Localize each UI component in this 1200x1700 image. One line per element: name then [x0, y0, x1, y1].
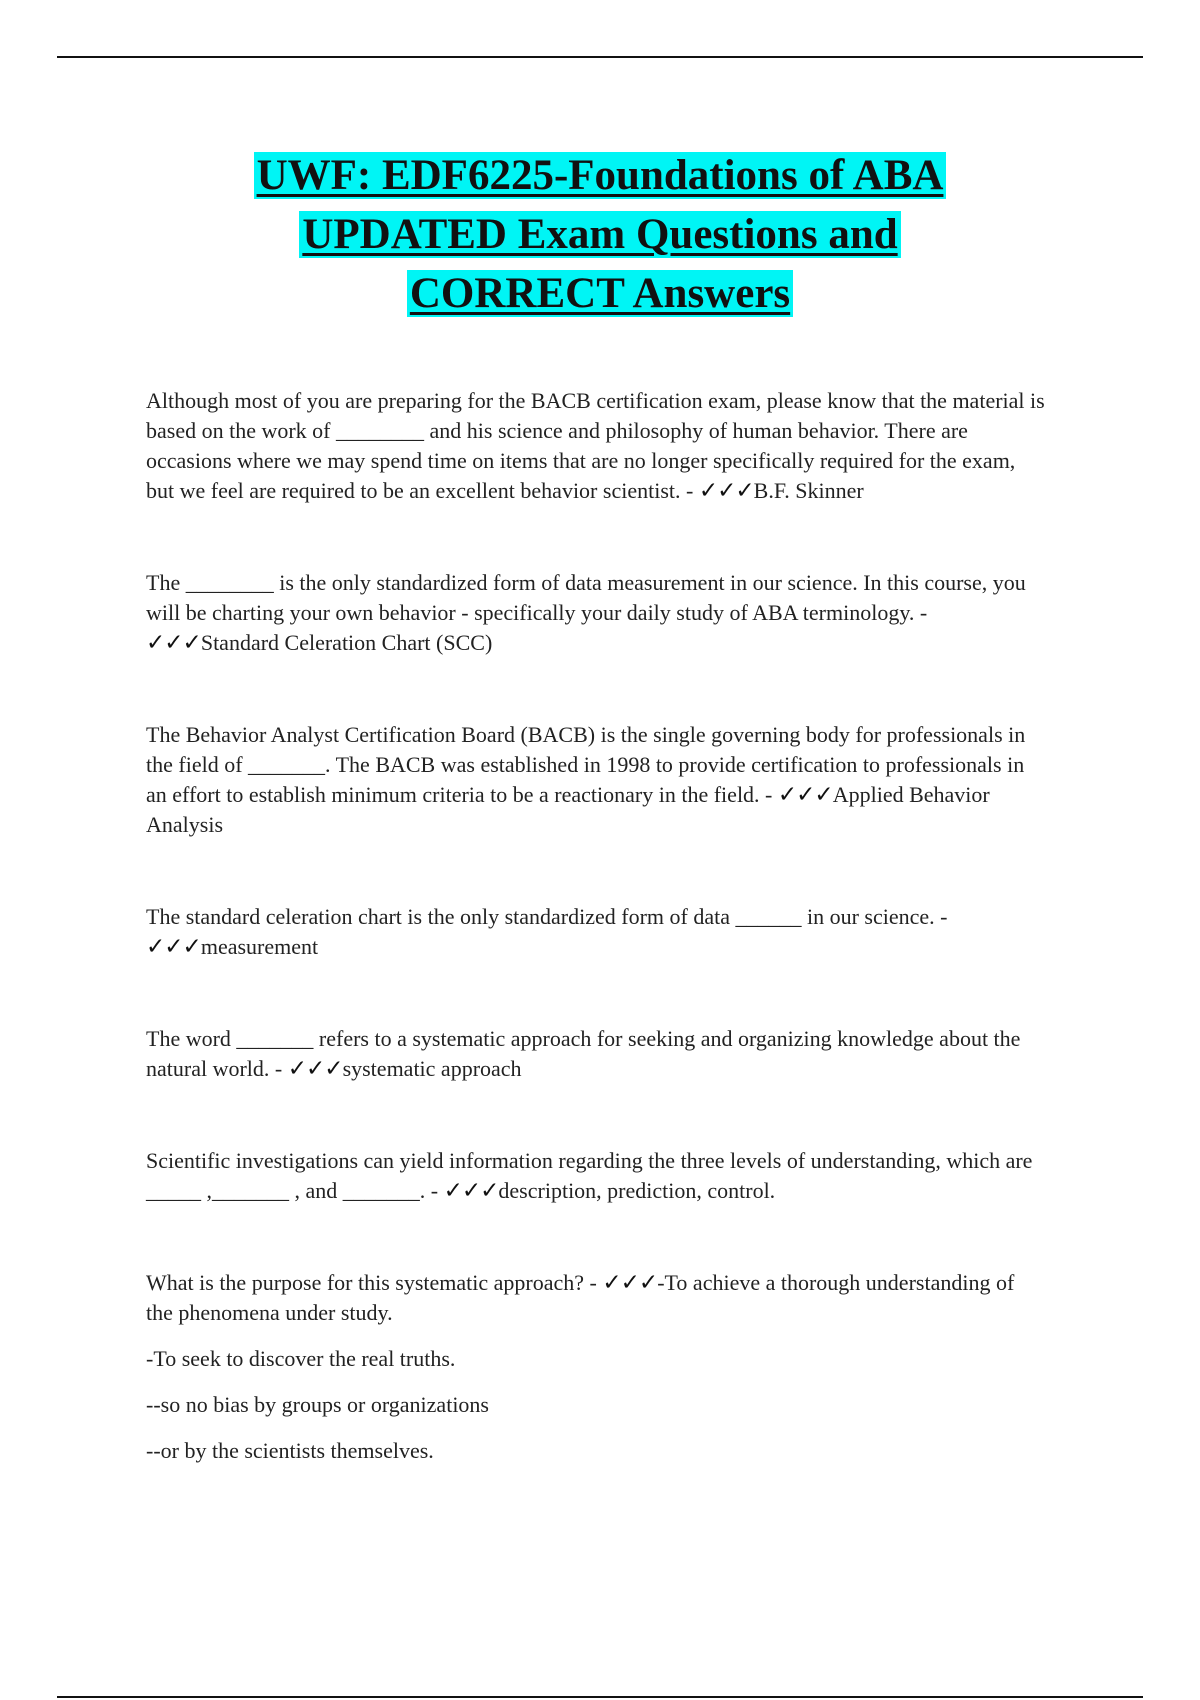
answer-continuation: --or by the scientists themselves. — [146, 1438, 434, 1463]
qa-item — [146, 1146, 1046, 1206]
question-text: The Behavior Analyst Certification Board (BACB) is the single governing body for professionals in the field of _______. The BACB was established in 1998 to provide certification to professionals in an effort to establish minimum criteria to be a reactionary in the field. - — [146, 722, 1026, 807]
answer-text: -To achieve a thorough understanding of the phenomena under study. — [146, 1270, 1015, 1325]
checkmark-icon: ✓✓✓ — [777, 782, 833, 808]
checkmark-icon: ✓✓✓ — [146, 630, 201, 656]
qa-question-line — [146, 1268, 1046, 1328]
title-line: UPDATED Exam Questions and — [100, 205, 1100, 264]
answer-text: Standard Celeration Chart (SCC) — [200, 630, 493, 655]
checkmark-icon: ✓✓✓ — [698, 478, 754, 504]
question-text: The standard celeration chart is the only standardized form of data ______ in our science. - — [146, 904, 948, 929]
checkmark-icon: ✓✓✓ — [443, 1178, 499, 1204]
question-text: The word _______ refers to a systematic approach for seeking and organizing knowledge about the natural world. - — [146, 1026, 1021, 1081]
answer-text: description, prediction, control. — [498, 1178, 776, 1203]
answer-continuation: --so no bias by groups or organizations — [146, 1392, 489, 1417]
qa-item — [146, 1024, 1046, 1084]
answer-continuation: -To seek to discover the real truths. — [146, 1346, 456, 1371]
title-line: UWF: EDF6225-Foundations of ABA — [100, 146, 1100, 205]
checkmark-icon: ✓✓✓ — [287, 1056, 343, 1082]
title-line: CORRECT Answers — [100, 264, 1100, 323]
question-text: Although most of you are preparing for the BACB certification exam, please know that the material is based on the work of ________ and his science and philosophy of human behavior. There are occasions where we may spend time on items that are no longer specifically required for the exam, but we feel are required to be an excellent behavior scientist. - — [146, 388, 1045, 503]
question-text: What is the purpose for this systematic approach? - — [146, 1270, 603, 1295]
bottom-rule — [57, 1696, 1143, 1698]
qa-list — [146, 386, 1046, 1466]
question-text: Scientific investigations can yield information regarding the three levels of understanding, which are _____ ,_______ , and _______. - — [146, 1148, 1033, 1203]
top-rule — [57, 56, 1143, 58]
qa-item — [146, 720, 1046, 840]
checkmark-icon: ✓✓✓ — [146, 934, 201, 960]
checkmark-icon: ✓✓✓ — [602, 1270, 658, 1296]
qa-item — [146, 386, 1046, 506]
qa-item — [146, 902, 1046, 962]
question-text: The ________ is the only standardized form of data measurement in our science. In this course, you will be charting your own behavior - specifically your daily study of ABA terminology. - — [146, 570, 1026, 625]
answer-text: measurement — [200, 934, 319, 959]
qa-item — [146, 1268, 1046, 1466]
qa-item — [146, 568, 1046, 658]
document-title — [100, 146, 1100, 323]
answer-text: systematic approach — [342, 1056, 522, 1081]
answer-text: Applied Behavior Analysis — [146, 782, 990, 837]
answer-text: B.F. Skinner — [753, 478, 864, 503]
